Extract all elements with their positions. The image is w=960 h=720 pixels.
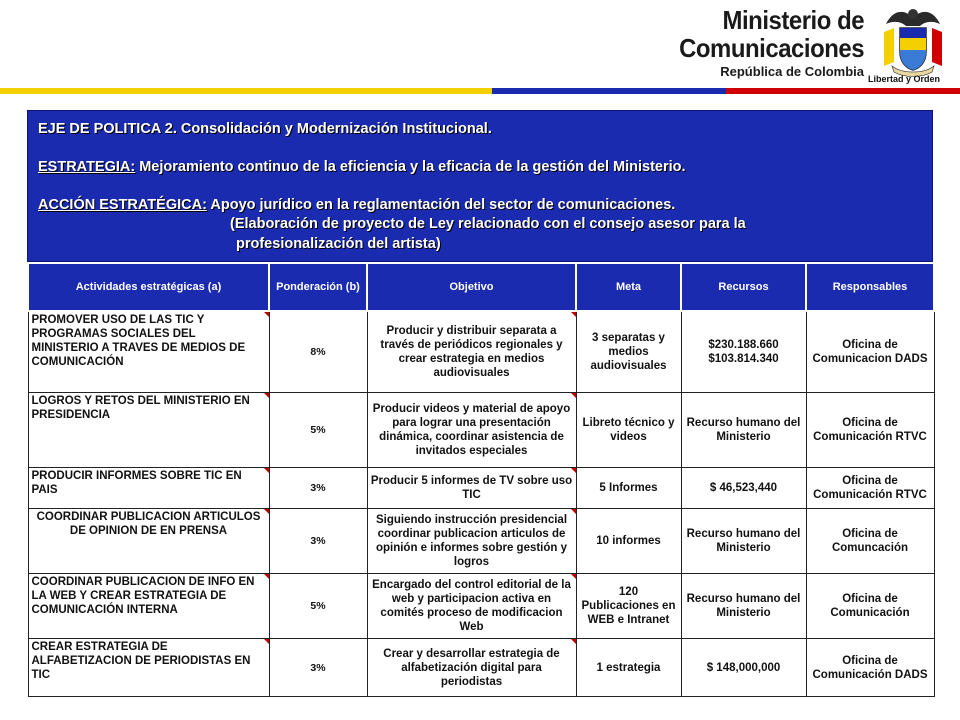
stripe-yellow: [0, 88, 492, 94]
cell-objetivo: Encargado del control editorial de la web y participacion activa en comités proceso de modificacion Web: [367, 574, 576, 639]
table-row: [28, 639, 934, 697]
header-actividades: Actividades estratégicas (a): [28, 263, 269, 311]
cell-recursos: Recurso humano del Ministerio: [681, 574, 806, 639]
table-row: [28, 311, 934, 393]
eje-text: EJE DE POLITICA 2. Consolidación y Modernización Institucional.: [38, 121, 492, 137]
cell-meta: 120 Publicaciones en WEB e Intranet: [576, 574, 681, 639]
table-header-row: [28, 263, 934, 311]
cell-responsables: Oficina de Comunicación RTVC: [806, 393, 934, 468]
cell-ponderacion: 3%: [269, 468, 367, 509]
motto-text: Libertad y Orden: [867, 74, 940, 84]
header-objetivo: Objetivo: [367, 263, 576, 311]
cell-ponderacion: 8%: [269, 311, 367, 393]
header-ponderacion: Ponderación (b): [269, 263, 367, 311]
cell-responsables: Oficina de Comuncación: [806, 509, 934, 574]
cell-actividad: COORDINAR PUBLICACION ARTICULOS DE OPINION DE EN PRENSA: [28, 509, 269, 574]
accion-label: ACCIÓN ESTRATÉGICA:: [38, 197, 207, 213]
stripe-blue: [492, 88, 726, 94]
cell-ponderacion: 5%: [269, 393, 367, 468]
cell-actividad: COORDINAR PUBLICACION DE INFO EN LA WEB Y CREAR ESTRATEGIA DE COMUNICACIÓN INTERNA: [28, 574, 269, 639]
header-meta: Meta: [576, 263, 681, 311]
cell-ponderacion: 3%: [269, 639, 367, 697]
cell-responsables: Oficina de Comunicación: [806, 574, 934, 639]
country-name: República de Colombia: [720, 64, 864, 79]
ministry-header: [663, 6, 864, 80]
cell-meta: Libreto técnico y videos: [576, 393, 681, 468]
accion-line: [38, 197, 675, 213]
cell-responsables: Oficina de Comunicación DADS: [806, 639, 934, 697]
table-row: [28, 468, 934, 509]
header-recursos: Recursos: [681, 263, 806, 311]
cell-recursos: $ 46,523,440: [681, 468, 806, 509]
cell-actividad: PRODUCIR INFORMES SOBRE TIC EN PAIS: [28, 468, 269, 509]
header-responsables: Responsables: [806, 263, 934, 311]
cell-actividad: LOGROS Y RETOS DEL MINISTERIO EN PRESIDENCIA: [28, 393, 269, 468]
ministry-name-line2: Comunicaciones: [679, 33, 864, 63]
cell-meta: 1 estrategia: [576, 639, 681, 697]
accion-text-3: profesionalización del artista): [236, 236, 441, 252]
cell-ponderacion: 5%: [269, 574, 367, 639]
cell-meta: 5 Informes: [576, 468, 681, 509]
cell-recursos: Recurso humano del Ministerio: [681, 393, 806, 468]
cell-recursos: $230.188.660 $103.814.340: [681, 311, 806, 393]
cell-meta: 3 separatas y medios audiovisuales: [576, 311, 681, 393]
cell-objetivo: Crear y desarrollar estrategia de alfabetización digital para periodistas: [367, 639, 576, 697]
cell-objetivo: Producir y distribuir separata a través de periódicos regionales y crear estrategia en medios audiovisuales: [367, 311, 576, 393]
estrategia-label: ESTRATEGIA:: [38, 159, 136, 175]
accion-text: Apoyo jurídico en la reglamentación del sector de comunicaciones.: [206, 197, 676, 213]
cell-actividad: PROMOVER USO DE LAS TIC Y PROGRAMAS SOCIALES DEL MINISTERIO A TRAVES DE MEDIOS DE COMUNICACIÓN: [28, 311, 269, 393]
cell-ponderacion: 3%: [269, 509, 367, 574]
stripe-red: [726, 88, 960, 94]
cell-meta: 10 informes: [576, 509, 681, 574]
table-row: [28, 574, 934, 639]
table-row: [28, 393, 934, 468]
table-row: [28, 509, 934, 574]
accion-text-2: (Elaboración de proyecto de Ley relacionado con el consejo asesor para la: [230, 216, 746, 232]
estrategia-text: Mejoramiento continuo de la eficiencia y la eficacia de la gestión del Ministerio.: [135, 159, 686, 175]
activities-table: [27, 262, 935, 697]
cell-recursos: $ 148,000,000: [681, 639, 806, 697]
policy-box: [27, 110, 933, 262]
cell-objetivo: Producir 5 informes de TV sobre uso TIC: [367, 468, 576, 509]
estrategia-line: [38, 159, 686, 175]
flag-stripe-divider: [0, 88, 960, 94]
cell-responsables: Oficina de Comunicacion DADS: [806, 311, 934, 393]
cell-objetivo: Siguiendo instrucción presidencial coordinar publicacion articulos de opinión e informes sobre gestión y logros: [367, 509, 576, 574]
cell-actividad: CREAR ESTRATEGIA DE ALFABETIZACION DE PERIODISTAS EN TIC: [28, 639, 269, 697]
cell-recursos: Recurso humano del Ministerio: [681, 509, 806, 574]
ministry-name-line1: Ministerio de: [722, 5, 864, 35]
cell-objetivo: Producir videos y material de apoyo para lograr una presentación dinámica, coordinar asistencia de invitados especiales: [367, 393, 576, 468]
cell-responsables: Oficina de Comunicación RTVC: [806, 468, 934, 509]
